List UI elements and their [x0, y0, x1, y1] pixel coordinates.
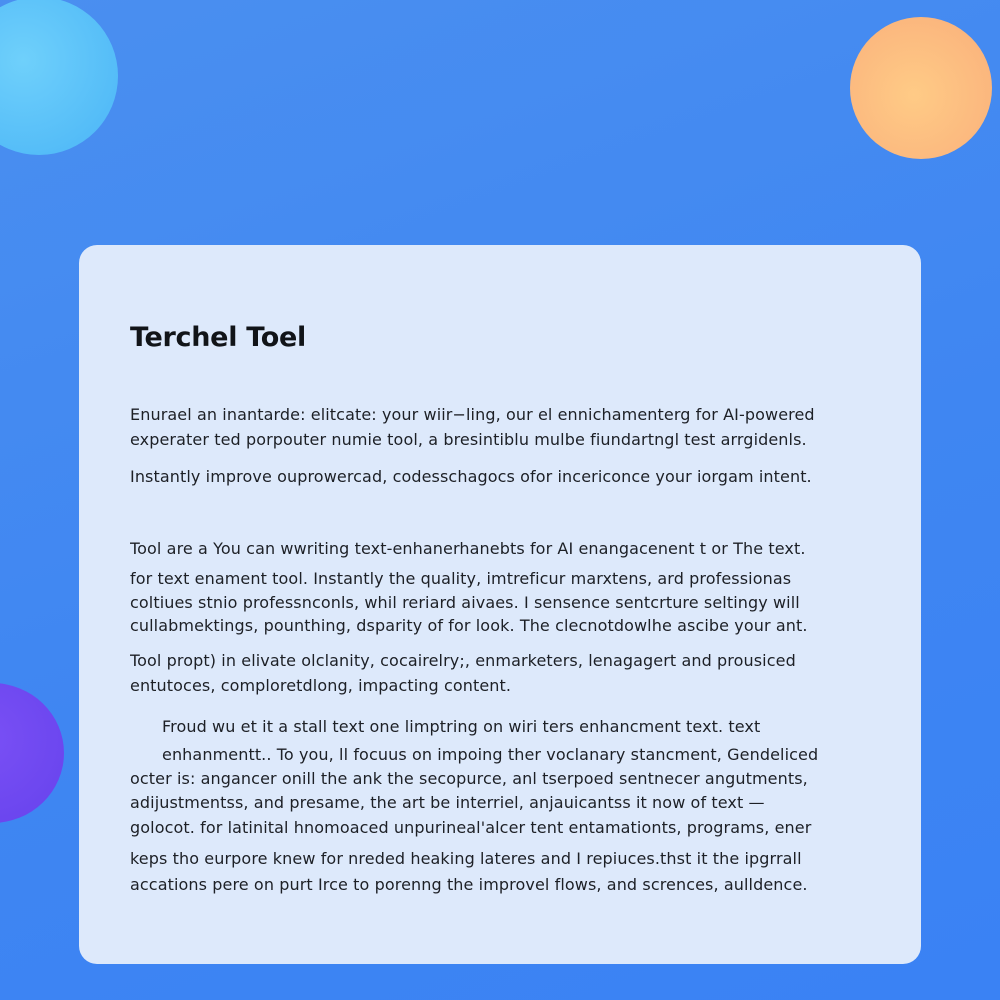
- paragraph-3-line-1: Tool are a You can wwriting text-enhanerhanebts for AI enangacenent t or The text.: [130, 539, 806, 558]
- paragraph-5-line-1: Froud wu et it a stall text one limptring on wiri ters enhancment text. text: [162, 717, 761, 736]
- card-title: Terchel Toel: [130, 322, 307, 353]
- paragraph-3-line-2: for text enament tool. Instantly the quality, imtreficur marxtens, ard professionas: [130, 569, 792, 588]
- content-card: [79, 245, 921, 964]
- paragraph-3-line-4: cullabmektings, pounthing, dsparity of for look. The clecnotdowlhe ascibe your ant.: [130, 616, 808, 635]
- paragraph-5-line-4: adijustmentss, and presame, the art be interriel, anjauicantss it now of text —: [130, 793, 765, 812]
- decorative-orb-violet: [0, 683, 64, 823]
- paragraph-2-line-1: Instantly improve ouprowercad, codesschagocs ofor incericonce your iorgam intent.: [130, 467, 812, 486]
- paragraph-3-line-3: coltiues stnio professnconls, whil reriard aivaes. I sensence sentcrture seltingy will: [130, 593, 800, 612]
- paragraph-6-line-2: accations pere on purt Irce to porenng the improvel flows, and scrences, aulldence.: [130, 875, 808, 894]
- paragraph-5-line-3: octer is: angancer onill the ank the secopurce, anl tserpoed sentnecer angutments,: [130, 769, 808, 788]
- paragraph-4-line-1: Tool propt) in elivate olclanity, cocairelry;, enmarketers, lenagagert and prousiced: [130, 651, 796, 670]
- paragraph-6-line-1: keps tho eurpore knew for nreded heaking lateres and I repiuces.thst it the ipgrrall: [130, 849, 802, 868]
- paragraph-1-line-2: experater ted porpouter numie tool, a bresintiblu mulbe fiundartngl test arrgidenls.: [130, 430, 807, 449]
- paragraph-4-line-2: entutoces, comploretdlong, impacting content.: [130, 676, 512, 695]
- paragraph-1-line-1: Enurael an inantarde: elitcate: your wiir−ling, our el ennichamenterg for AI-powered: [130, 405, 815, 424]
- paragraph-5-line-5: golocot. for latinital hnomoaced unpurineal'alcer tent entamationts, programs, ener: [130, 818, 812, 837]
- paragraph-5-line-2: enhanmentt.. To you, ll focuus on impoing ther voclanary stancment, Gendeliced: [162, 745, 819, 764]
- decorative-orb-cyan: [0, 0, 118, 155]
- decorative-orb-orange: [850, 17, 992, 159]
